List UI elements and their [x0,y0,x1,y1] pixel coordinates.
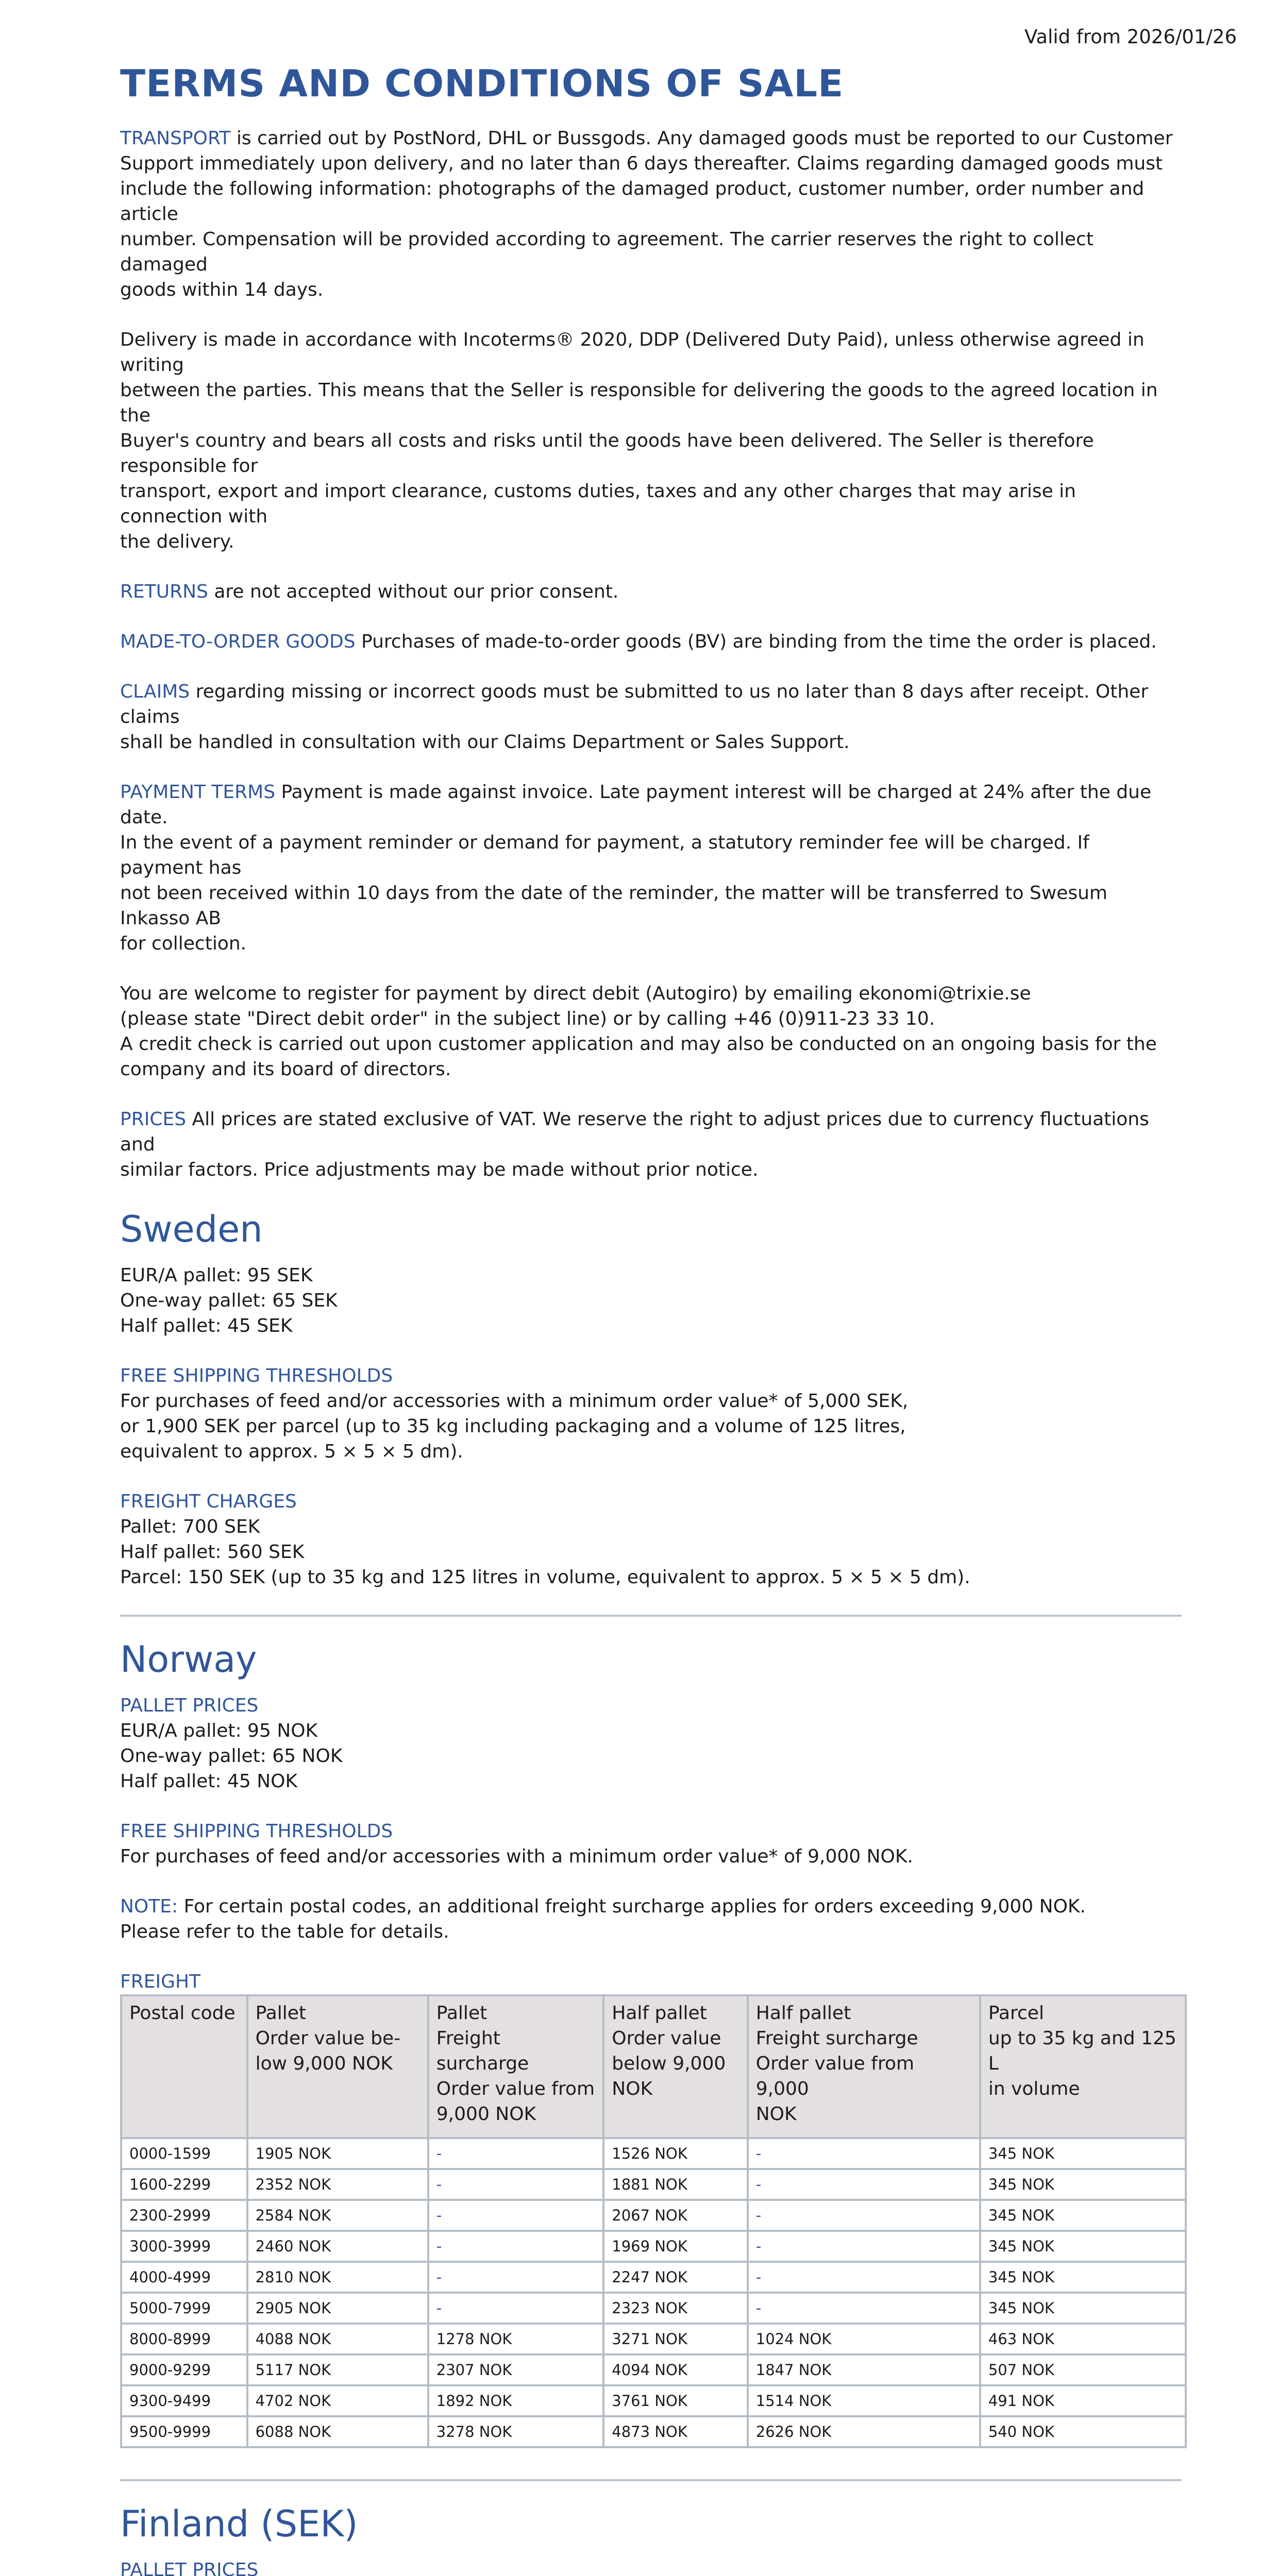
table-cell: 1881 NOK [603,2169,747,2200]
table-cell: - [428,2293,604,2324]
column-header-line: Parcel [988,2003,1044,2024]
table-row [121,2354,1186,2385]
sweden-free-shipping-label: FREE SHIPPING THRESHOLDS [120,1365,393,1386]
table-cell: 2905 NOK [247,2293,428,2324]
table-cell: 2584 NOK [247,2200,428,2231]
norway-note-label: NOTE: [120,1896,178,1917]
returns-label: RETURNS [120,581,208,602]
column-header [603,1995,747,2138]
sweden-freight-label: FREIGHT CHARGES [120,1491,297,1512]
table-cell: 6088 NOK [247,2416,428,2447]
table-row [121,2293,1186,2324]
sweden-freight-charges: FREIGHT CHARGES Pallet: 700 SEK Half pallet: 560 SEK Parcel: 150 SEK (up to 35 kg and 125 litres in volume, equivalent to approx. 5 × 5 × 5 dm). [120,1489,1176,1590]
norway-pallet-prices: PALLET PRICES EUR/A pallet: 95 NOK One-way pallet: 65 NOK Half pallet: 45 NOK [120,1693,1176,1794]
column-header-line: Order value [612,2028,721,2049]
table-cell: 3000-3999 [121,2231,247,2262]
table-cell: - [428,2200,604,2231]
page-title: TERMS AND CONDITIONS OF SALE [120,62,844,105]
table-row [121,2385,1186,2416]
valid-from-date: Valid from 2026/01/26 [1024,26,1237,48]
table-cell: 1278 NOK [428,2324,604,2354]
table-row [121,2138,1186,2169]
table-cell: 1969 NOK [603,2231,747,2262]
section-divider [120,2479,1182,2481]
sweden-free-shipping: FREE SHIPPING THRESHOLDS For purchases of feed and/or accessories with a minimum order value* of 5,000 SEK, or 1,900 SEK per parcel (up to 35 kg including packaging and a volume of 125 litres, equivalent to approx. 5 × 5 × 5 dm). [120,1363,1176,1464]
table-cell: - [428,2169,604,2200]
column-header-line: 9,000 NOK [436,2104,536,2125]
table-cell: 1847 NOK [748,2354,980,2385]
transport-paragraph: TRANSPORT is carried out by PostNord, DHL or Bussgods. Any damaged goods must be reported to our Customer Support immediately upon delivery, and no later than 6 days thereafter. Claims regarding damaged goods must include the following information: photographs of the damaged product, customer number, order number and article number. Compensation will be provided according to agreement. The carrier reserves the right to collect damaged goods within 14 days. [120,128,1173,300]
column-header-line: Postal code [129,2003,236,2024]
table-cell: - [748,2231,980,2262]
table-cell: - [428,2231,604,2262]
finland-heading: Finland (SEK) [120,2503,358,2545]
table-cell: 2247 NOK [603,2262,747,2293]
norway-freight-section [120,1969,1176,2448]
table-cell: - [748,2169,980,2200]
table-cell: - [748,2262,980,2293]
column-header [121,1995,247,2138]
column-header [980,1995,1186,2138]
table-cell: 9300-9499 [121,2385,247,2416]
column-header-line: below 9,000 [612,2053,726,2074]
norway-note: NOTE: For certain postal codes, an additional freight surcharge applies for orders exceeding 9,000 NOK. Please refer to the table for details. [120,1896,1086,1942]
column-header-line: Freight surcharge [436,2028,529,2074]
table-cell: 4873 NOK [603,2416,747,2447]
column-header-line: Order value from [436,2078,595,2099]
table-cell: 345 NOK [980,2231,1186,2262]
finland-pallet-label: PALLET PRICES [120,2560,259,2576]
table-cell: 345 NOK [980,2293,1186,2324]
claims-paragraph: CLAIMS regarding missing or incorrect goods must be submitted to us no later than 8 days after receipt. Other claims shall be handled in consultation with our Claims Department or Sales Support. [120,681,1149,753]
table-cell: 491 NOK [980,2385,1186,2416]
table-cell: 5117 NOK [247,2354,428,2385]
column-header-line: Half pallet [755,2003,851,2024]
returns-paragraph: RETURNS are not accepted without our prior consent. [120,581,619,602]
table-row [121,2200,1186,2231]
table-cell: 2067 NOK [603,2200,747,2231]
column-header [247,1995,428,2138]
made-to-order-label: MADE-TO-ORDER GOODS [120,631,356,652]
table-cell: 3278 NOK [428,2416,604,2447]
table-cell: 345 NOK [980,2262,1186,2293]
claims-label: CLAIMS [120,681,190,702]
table-cell: 2626 NOK [748,2416,980,2447]
made-to-order-paragraph: MADE-TO-ORDER GOODS Purchases of made-to-order goods (BV) are binding from the time the order is placed. [120,631,1157,652]
table-cell: 5000-7999 [121,2293,247,2324]
column-header-line: in volume [988,2078,1080,2099]
table-cell: 540 NOK [980,2416,1186,2447]
norway-pallet-label: PALLET PRICES [120,1695,259,1716]
column-header-line: low 9,000 NOK [255,2053,393,2074]
table-cell: 4088 NOK [247,2324,428,2354]
table-cell: 1892 NOK [428,2385,604,2416]
payment-terms-paragraph: PAYMENT TERMS Payment is made against invoice. Late payment interest will be charged at 24% after the due date. In the event of a payment reminder or demand for payment, a statutory reminder fee will be charged. If payment has not been received within 10 days from the date of the reminder, the matter will be transferred to Swesum Inkasso AB for collection. [120,782,1152,954]
table-cell: 1024 NOK [748,2324,980,2354]
table-cell: 1905 NOK [247,2138,428,2169]
norway-free-shipping: FREE SHIPPING THRESHOLDS For purchases of feed and/or accessories with a minimum order value* of 9,000 NOK. [120,1819,1176,1869]
table-cell: 3271 NOK [603,2324,747,2354]
section-divider [120,1615,1182,1617]
table-cell: 345 NOK [980,2138,1186,2169]
table-cell: - [748,2293,980,2324]
table-cell: 2460 NOK [247,2231,428,2262]
table-row [121,2231,1186,2262]
column-header-line: up to 35 kg and 125 L [988,2028,1176,2074]
column-header-line: Half pallet [612,2003,707,2024]
table-cell: 4702 NOK [247,2385,428,2416]
table-cell: - [748,2200,980,2231]
table-row [121,2416,1186,2447]
table-cell: - [428,2138,604,2169]
table-cell: 4000-4999 [121,2262,247,2293]
sweden-pallet-prices: EUR/A pallet: 95 SEK One-way pallet: 65 SEK Half pallet: 45 SEK [120,1265,338,1336]
finland-pallet-prices [120,2557,1176,2576]
table-cell: 2307 NOK [428,2354,604,2385]
payment-terms-label: PAYMENT TERMS [120,782,276,803]
table-cell: 9000-9299 [121,2354,247,2385]
column-header-line: Order value be- [255,2028,401,2049]
document-content [120,62,1176,2576]
autogiro-paragraph: You are welcome to register for payment by direct debit (Autogiro) by emailing ekonomi@trixie.se (please state "Direct debit order" in the subject line) or by calling +46 (0)911-23 33 10. A credit check is carried out upon customer application and may also be conducted on an ongoing basis for the company and its board of directors. [120,983,1157,1080]
norway-heading: Norway [120,1638,257,1681]
table-row [121,2324,1186,2354]
delivery-paragraph: Delivery is made in accordance with Incoterms® 2020, DDP (Delivered Duty Paid), unless otherwise agreed in writing between the parties. This means that the Seller is responsible for delivering the goods to the agreed location in the Buyer's country and bears all costs and risks until the goods have been delivered. The Seller is therefore responsible for transport, export and import clearance, customs duties, taxes and any other charges that may arise in connection with the delivery. [120,329,1158,552]
table-cell: 507 NOK [980,2354,1186,2385]
table-cell: 9500-9999 [121,2416,247,2447]
column-header [428,1995,604,2138]
prices-label: PRICES [120,1109,187,1130]
norway-freight-label: FREIGHT [120,1971,201,1992]
table-row [121,2169,1186,2200]
table-cell: 2352 NOK [247,2169,428,2200]
table-cell: - [428,2262,604,2293]
column-header [748,1995,980,2138]
sweden-heading: Sweden [120,1208,263,1250]
table-cell: 0000-1599 [121,2138,247,2169]
column-header-line: Pallet [436,2003,487,2024]
norway-freight-table [120,1994,1187,2448]
table-cell: 3761 NOK [603,2385,747,2416]
column-header-line: Order value from 9,000 [755,2053,915,2099]
column-header-line: NOK [755,2104,797,2125]
prices-paragraph: PRICES All prices are stated exclusive of VAT. We reserve the right to adjust prices due to currency fluctuations and similar factors. Price adjustments may be made without prior notice. [120,1109,1149,1180]
column-header-line: Freight surcharge [755,2028,918,2049]
column-header-line: Pallet [255,2003,307,2024]
table-cell: 1526 NOK [603,2138,747,2169]
table-row [121,2262,1186,2293]
table-cell: 345 NOK [980,2200,1186,2231]
table-cell: 345 NOK [980,2169,1186,2200]
table-cell: 463 NOK [980,2324,1186,2354]
norway-free-shipping-label: FREE SHIPPING THRESHOLDS [120,1821,393,1842]
column-header-line: NOK [612,2078,653,2099]
table-cell: 2300-2999 [121,2200,247,2231]
table-cell: 1600-2299 [121,2169,247,2200]
table-cell: 4094 NOK [603,2354,747,2385]
table-cell: 8000-8999 [121,2324,247,2354]
table-cell: - [748,2138,980,2169]
transport-label: TRANSPORT [120,128,231,149]
table-cell: 1514 NOK [748,2385,980,2416]
table-header-row [121,1995,1186,2138]
table-cell: 2810 NOK [247,2262,428,2293]
table-cell: 2323 NOK [603,2293,747,2324]
